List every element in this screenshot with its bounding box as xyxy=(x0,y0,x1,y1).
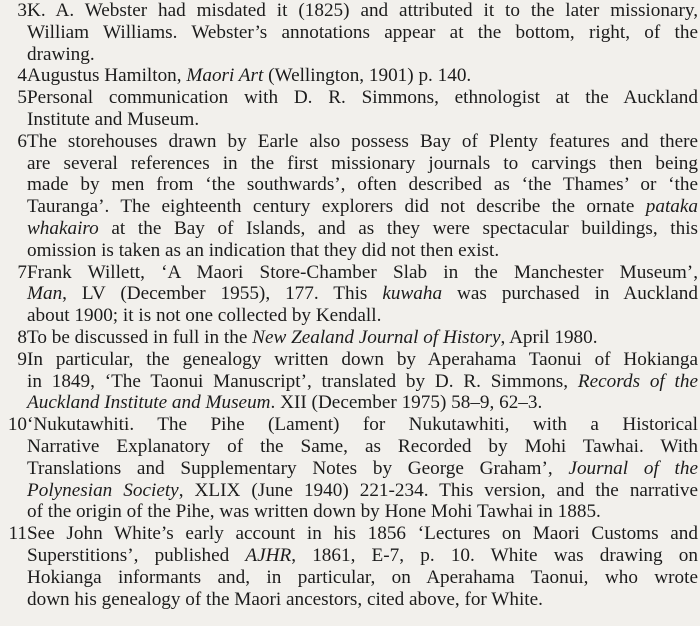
text-segment: , April 1980. xyxy=(500,326,598,348)
endnote-line xyxy=(27,545,698,567)
endnote-line xyxy=(27,392,698,414)
text-segment: , XLIX (June 1940) 221-234. This version, and the narrative xyxy=(178,479,698,501)
endnote-line xyxy=(27,174,698,196)
endnote-number: 9 xyxy=(17,348,27,370)
italic-title: Records of the xyxy=(577,370,698,392)
endnote-line xyxy=(27,131,698,153)
text-segment: was purchased in Auckland xyxy=(442,283,698,305)
text-segment: ‘Nukutawhiti. The Pihe (Lament) for Nukutawhiti, with a Historical xyxy=(27,414,698,436)
endnote-line xyxy=(27,0,698,22)
italic-title: kuwaha xyxy=(382,283,443,305)
italic-title: whakairo xyxy=(27,217,99,239)
text-segment: are several references in the first missionary journals to carvings then being xyxy=(27,152,698,174)
text-segment: , 1861, E-7, p. 10. White was drawing on xyxy=(291,544,698,566)
text-segment: Superstitions’, published xyxy=(27,544,246,566)
endnote-text xyxy=(27,131,698,262)
endnote-line xyxy=(27,22,698,44)
endnote-line xyxy=(27,109,698,131)
endnote-number: 3 xyxy=(17,0,27,21)
text-segment: about 1900; it is not one collected by Kendall. xyxy=(27,305,382,327)
text-segment: made by men from ‘the southwards’, often described as ‘the Thames’ or ‘the xyxy=(27,174,698,196)
endnote-text xyxy=(27,349,698,414)
endnote-item xyxy=(0,523,698,610)
endnote-line xyxy=(27,218,698,240)
endnote-item xyxy=(0,327,698,349)
italic-title: Journal of the xyxy=(568,457,698,479)
text-segment: omission is taken as an indication that they did not then exist. xyxy=(27,239,500,261)
italic-title: New Zealand Journal of History xyxy=(252,326,501,348)
endnote-line xyxy=(27,87,698,109)
text-segment: K. A. Webster had misdated it (1825) and attributed it to the later missionary, xyxy=(27,0,698,21)
italic-title: Man xyxy=(27,283,63,305)
italic-title: Auckland Institute and Museum xyxy=(27,392,271,414)
endnote-line xyxy=(27,371,698,393)
endnote-text xyxy=(27,327,698,349)
endnote-line xyxy=(27,589,698,611)
endnote-item xyxy=(0,0,698,65)
endnote-number: 10 xyxy=(7,414,27,436)
endnote-number: 7 xyxy=(17,261,27,283)
endnote-line xyxy=(27,44,698,66)
endnote-line xyxy=(27,414,698,436)
endnote-number: 8 xyxy=(17,326,27,348)
endnote-line xyxy=(27,65,698,87)
text-segment: Tauranga’. The eighteenth century explorers did not describe the ornate xyxy=(27,196,646,218)
text-segment: William Williams. Webster’s annotations appear at the bottom, right, of the xyxy=(27,21,698,43)
endnote-text xyxy=(27,414,698,523)
text-segment: . XII (December 1975) 58–9, 62–3. xyxy=(270,392,543,414)
text-segment: Augustus Hamilton, xyxy=(27,65,187,87)
endnote-line xyxy=(27,567,698,589)
endnote-line xyxy=(27,196,698,218)
endnote-item xyxy=(0,349,698,414)
endnote-item xyxy=(0,414,698,523)
text-segment: The storehouses drawn by Earle also possess Bay of Plenty features and there xyxy=(27,130,698,152)
endnote-line xyxy=(27,523,698,545)
endnote-line xyxy=(27,283,698,305)
text-segment: (Wellington, 1901) p. 140. xyxy=(263,65,472,87)
text-segment: Institute and Museum. xyxy=(27,108,200,130)
italic-title: pataka xyxy=(645,196,698,218)
endnote-line xyxy=(27,327,698,349)
text-segment: To be discussed in full in the xyxy=(27,326,253,348)
endnote-line xyxy=(27,153,698,175)
endnote-line xyxy=(27,480,698,502)
endnote-line xyxy=(27,262,698,284)
text-segment: Translations and Supplementary Notes by George Graham’, xyxy=(27,457,569,479)
endnote-number: 11 xyxy=(8,523,27,545)
text-segment: In particular, the genealogy written down by Aperahama Taonui of Hokianga xyxy=(27,348,698,370)
text-segment: down his genealogy of the Maori ancestors, cited above, for White. xyxy=(27,588,543,610)
endnote-number: 5 xyxy=(17,87,27,109)
italic-title: AJHR xyxy=(245,544,292,566)
endnote-text xyxy=(27,0,698,65)
text-segment: at the Bay of Islands, and as they were spectacular buildings, this xyxy=(98,217,698,239)
endnote-text xyxy=(27,87,698,131)
endnote-text xyxy=(27,65,698,87)
endnote-number: 4 xyxy=(17,65,27,87)
endnote-line xyxy=(27,436,698,458)
text-segment: Personal communication with D. R. Simmons, ethnologist at the Auckland xyxy=(27,87,698,109)
endnote-line xyxy=(27,305,698,327)
text-segment: , LV (December 1955), 177. This xyxy=(62,283,383,305)
text-segment: See John White’s early account in his 1856 ‘Lectures on Maori Customs and xyxy=(27,523,698,545)
text-segment: Narrative Explanatory of the Same, as Recorded by Mohi Tawhai. With xyxy=(27,435,698,457)
italic-title: Polynesian Society xyxy=(27,479,179,501)
endnote-number: 6 xyxy=(17,130,27,152)
text-segment: in 1849, ‘The Taonui Manuscript’, translated by D. R. Simmons, xyxy=(27,370,578,392)
endnote-line xyxy=(27,240,698,262)
endnote-text xyxy=(27,523,698,610)
endnote-line xyxy=(27,349,698,371)
endnote-text xyxy=(27,262,698,327)
endnote-item xyxy=(0,65,698,87)
endnote-item xyxy=(0,87,698,131)
text-segment: drawing. xyxy=(27,43,95,65)
endnote-line xyxy=(27,458,698,480)
text-segment: Frank Willett, ‘A Maori Store-Chamber Slab in the Manchester Museum’, xyxy=(27,261,698,283)
text-segment: Hokianga informants and, in particular, on Aperahama Taonui, who wrote xyxy=(27,566,698,588)
endnote-line xyxy=(27,501,698,523)
italic-title: Maori Art xyxy=(186,65,264,87)
text-segment: of the origin of the Pihe, was written down by Hone Mohi Tawhai in 1885. xyxy=(27,501,601,523)
endnote-item xyxy=(0,131,698,262)
endnote-item xyxy=(0,262,698,327)
